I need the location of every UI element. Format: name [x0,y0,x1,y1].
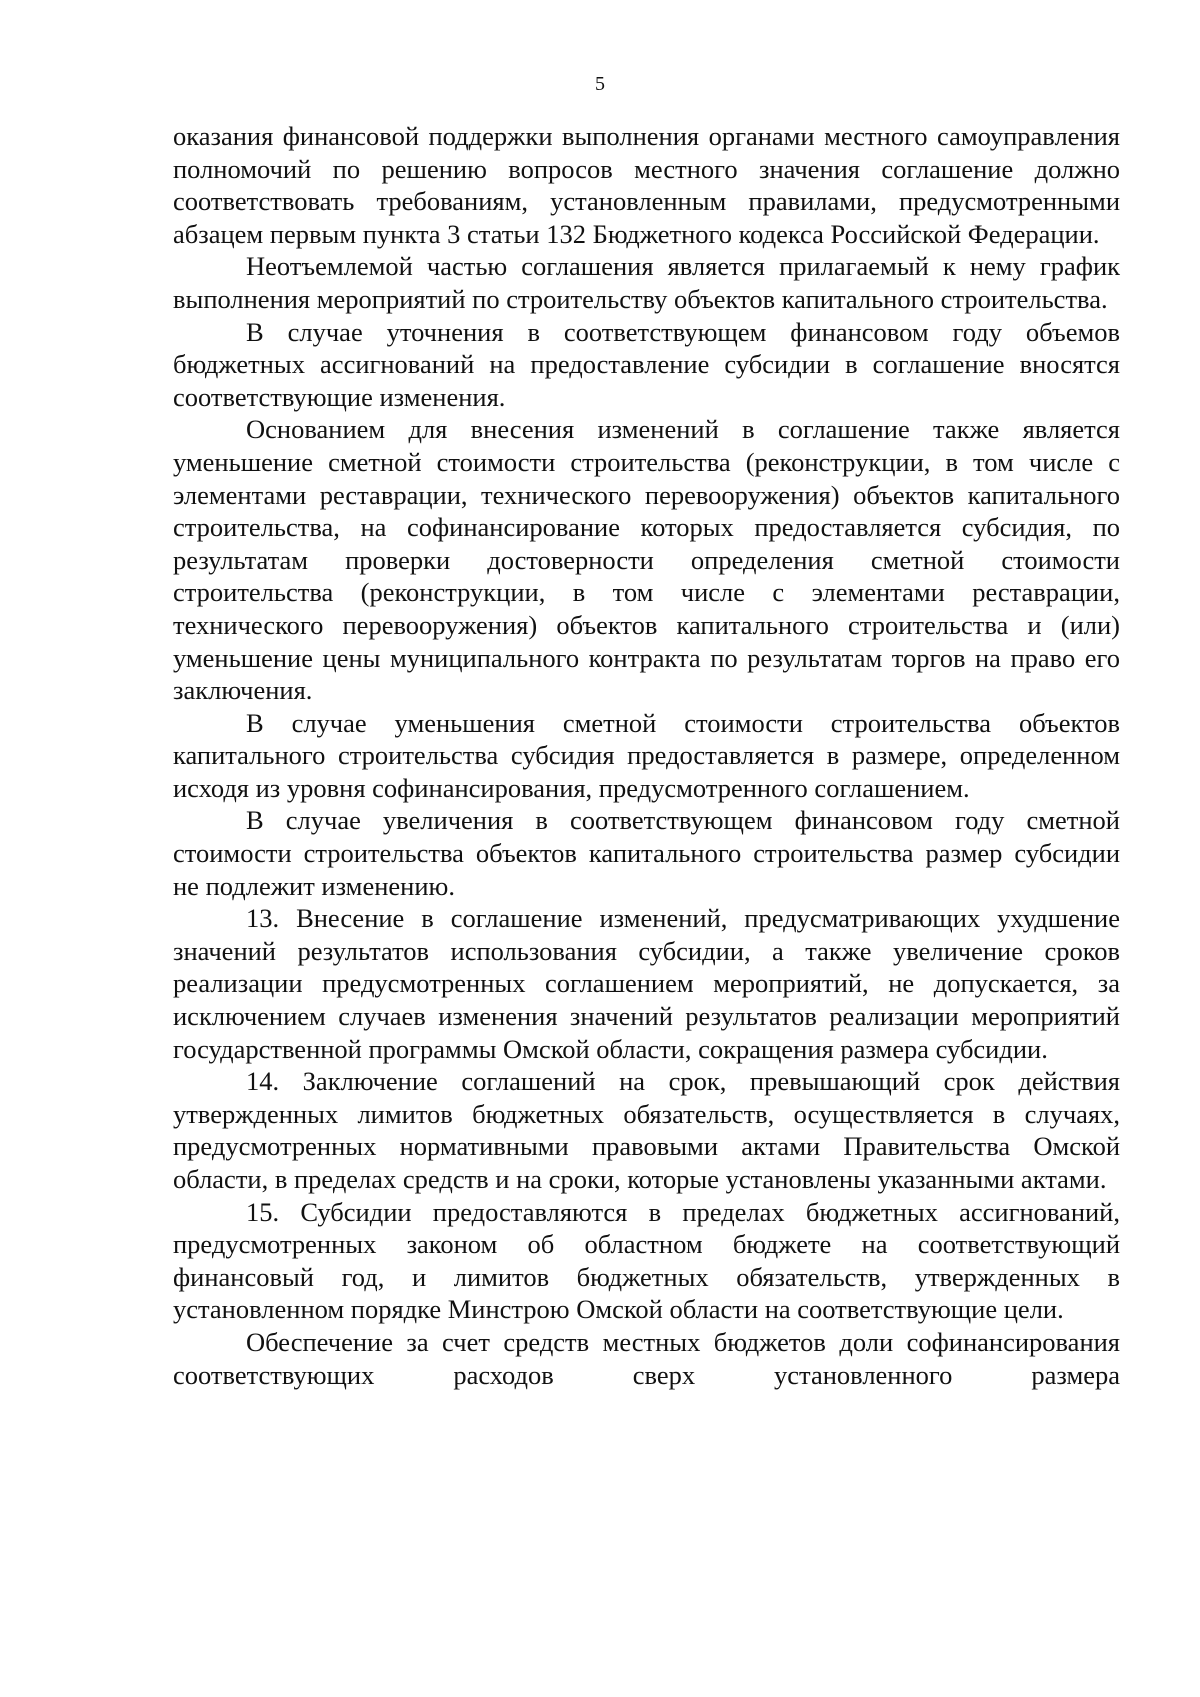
paragraph-grounds-for-amendment: Основанием для внесения изменений в соглашение также является уменьшение сметной стоимости строительства (реконструкции, в том числе с элементами реставрации, технического перевооружения) объектов капитального строительства, на софинансирование которых предоставляется субсидия, по результатам проверки достоверности определения сметной стоимости строительства (реконструкции, в том числе с элементами реставрации, технического перевооружения) объектов капитального строительства и (или) уменьшение цены муниципального контракта по результатам торгов на право его заключения. [173,414,1120,706]
paragraph-schedule-appendix: Неотъемлемой частью соглашения является прилагаемый к нему график выполнения мероприятий по строительству объектов капитального строительства. [173,251,1120,314]
paragraph-budget-clarification: В случае уточнения в соответствующем финансовом году объемов бюджетных ассигнований на предоставление субсидии в соглашение вносятся соответствующие изменения. [173,316,1120,412]
paragraph-subsidy-agreement-requirements: оказания финансовой поддержки выполнения органами местного самоуправления полномочий по решению вопросов местного значения соглашение должно соответствовать требованиям, установленным правилами, предусмотренными абзацем первым пункта 3 статьи 132 Бюджетного кодекса Российской Федерации. [173,121,1120,249]
paragraph-cost-increase: В случае увеличения в соответствующем финансовом году сметной стоимости строительства объектов капитального строительства размер субсидии не подлежит изменению. [173,805,1120,901]
page-number: 5 [595,73,605,95]
paragraph-cost-decrease: В случае уменьшения сметной стоимости строительства объектов капитального строительства субсидия предоставляется в размере, определенном исходя из уровня софинансирования, предусмотренного соглашением. [173,707,1120,803]
document-body [173,120,1120,1391]
clause-15: 15. Субсидии предоставляются в пределах бюджетных ассигнований, предусмотренных законом об областном бюджете на соответствующий финансовый год, и лимитов бюджетных обязательств, утвержденных в установленном порядке Минстрою Омской области на соответствующие цели. [173,1196,1120,1325]
clause-14: 14. Заключение соглашений на срок, превышающий срок действия утвержденных лимитов бюджетных обязательств, осуществляется в случаях, предусмотренных нормативными правовыми актами Правительства Омской области, в пределах средств и на сроки, которые установлены указанными актами. [173,1066,1120,1194]
clause-13: 13. Внесение в соглашение изменений, предусматривающих ухудшение значений результатов использования субсидии, а также увеличение сроков реализации предусмотренных соглашением мероприятий, не допускается, за исключением случаев изменения значений результатов реализации мероприятий государственной программы Омской области, сокращения размера субсидии. [173,903,1120,1064]
paragraph-local-budget-cofinancing: Обеспечение за счет средств местных бюджетов доли софинансирования соответствующих расходов сверх установленного размера [173,1326,1120,1390]
